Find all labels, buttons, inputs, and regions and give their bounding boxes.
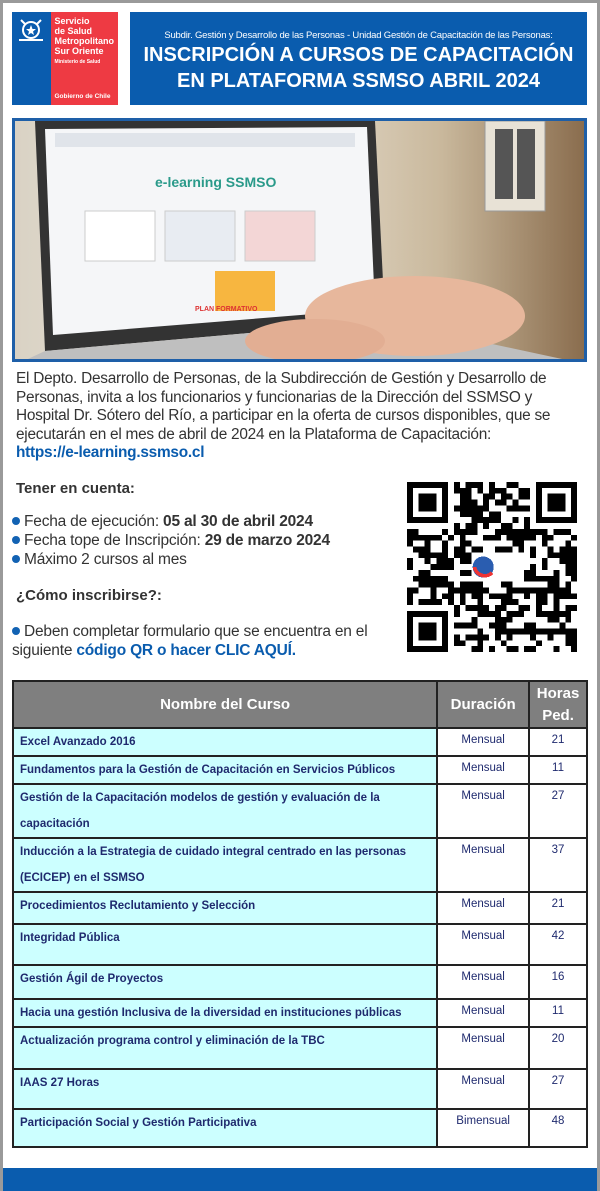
ssmso-logo: [12, 12, 118, 105]
table-row: [13, 838, 587, 892]
screen-banner: PLAN FORMATIVO: [195, 306, 258, 313]
course-name: Fundamentos para la Gestión de Capacitación en Servicios Públicos: [13, 756, 437, 784]
table-row: [13, 892, 587, 924]
bullet-icon: [12, 536, 20, 544]
howto-text: [12, 623, 402, 660]
course-hours: 27: [529, 1069, 587, 1109]
note-label: Fecha tope de Inscripción:: [24, 532, 205, 549]
course-name: Gestión de la Capacitación modelos de gestión y evaluación de la capacitación: [13, 784, 437, 838]
course-name: Participación Social y Gestión Participativa: [13, 1109, 437, 1147]
bullet-icon: [12, 517, 20, 525]
laptop-photo: [12, 118, 587, 362]
course-duration: Mensual: [437, 728, 529, 756]
course-hours: 11: [529, 756, 587, 784]
course-name: Procedimientos Reclutamiento y Selección: [13, 892, 437, 924]
courses-table: [12, 680, 588, 1148]
logo-line: Sur Oriente: [54, 46, 104, 56]
table-row: [13, 784, 587, 838]
header-title-line2: EN PLATAFORMA SSMSO ABRIL 2024: [176, 70, 540, 92]
logo-gov: Gobierno de Chile: [54, 93, 111, 100]
form-link[interactable]: código QR o hacer CLIC AQUÍ.: [76, 641, 296, 659]
bullet-icon: [12, 627, 20, 635]
col-header-name: Nombre del Curso: [13, 681, 437, 728]
course-hours: 16: [529, 965, 587, 999]
intro-text: El Depto. Desarrollo de Personas, de la Subdirección de Gestión y Desarrollo de Personas, invita a los funcionarios y funcionarias de la Dirección del SSMSO y Hospital Dr. Sótero del Río, a participar en la oferta de cursos disponibles, que se ejecutarán en el mes de abril de 2024 en la Plataforma de Capacitación:: [16, 370, 551, 443]
course-duration: Mensual: [437, 1069, 529, 1109]
course-duration: Mensual: [437, 999, 529, 1027]
course-hours: 11: [529, 999, 587, 1027]
notes-item: [12, 551, 187, 570]
header-title-line1: INSCRIPCIÓN A CURSOS DE CAPACITACIÓN: [143, 44, 574, 66]
note-label: Máximo 2 cursos al mes: [24, 551, 187, 568]
course-name: Inducción a la Estrategia de cuidado integral centrado en las personas (ECICEP) en el SSMSO: [13, 838, 437, 892]
course-name: Excel Avanzado 2016: [13, 728, 437, 756]
course-hours: 48: [529, 1109, 587, 1147]
notes-item: [12, 532, 330, 551]
table-row: [13, 756, 587, 784]
notes-heading: Tener en cuenta:: [16, 480, 135, 497]
logo-line: Metropolitano: [54, 36, 114, 46]
header-subtitle: Subdir. Gestión y Desarrollo de las Personas - Unidad Gestión de Capacitación de las Personas:: [164, 30, 553, 41]
qr-code[interactable]: [407, 482, 577, 652]
col-header-hours: Horas Ped.: [529, 681, 587, 728]
table-row: [13, 1027, 587, 1069]
table-row: [13, 1069, 587, 1109]
footer-band: [3, 1168, 597, 1191]
elearning-link[interactable]: https://e-learning.ssmso.cl: [16, 444, 205, 461]
course-name: Hacia una gestión Inclusiva de la diversidad en instituciones públicas: [13, 999, 437, 1027]
howto-heading: ¿Cómo inscribirse?:: [16, 587, 162, 604]
table-row: [13, 1109, 587, 1147]
course-hours: 27: [529, 784, 587, 838]
course-hours: 21: [529, 728, 587, 756]
table-header-row: [13, 681, 587, 728]
note-value: 29 de marzo 2024: [204, 532, 330, 549]
course-name: Integridad Pública: [13, 924, 437, 965]
col-header-duration: Duración: [437, 681, 529, 728]
howto-body: Deben completar formulario que se encuentra en el siguiente: [12, 623, 368, 659]
laptop-illustration: [15, 121, 587, 362]
table-row: [13, 999, 587, 1027]
course-duration: Bimensual: [437, 1109, 529, 1147]
logo-ministry: Ministerio de Salud: [54, 59, 101, 65]
table-row: [13, 728, 587, 756]
course-name: IAAS 27 Horas: [13, 1069, 437, 1109]
course-duration: Mensual: [437, 756, 529, 784]
course-hours: 21: [529, 892, 587, 924]
course-duration: Mensual: [437, 892, 529, 924]
notes-item: [12, 513, 313, 532]
course-hours: 42: [529, 924, 587, 965]
bullet-icon: [12, 555, 20, 563]
note-value: 05 al 30 de abril 2024: [163, 513, 313, 530]
note-label: Fecha de ejecución:: [24, 513, 164, 530]
course-duration: Mensual: [437, 838, 529, 892]
logo-line: de Salud: [54, 26, 93, 36]
table-row: [13, 924, 587, 965]
screen-title: e-learning SSMSO: [155, 174, 277, 190]
course-hours: 20: [529, 1027, 587, 1069]
course-name: Actualización programa control y eliminación de la TBC: [13, 1027, 437, 1069]
course-duration: Mensual: [437, 924, 529, 965]
header-banner: [130, 12, 587, 105]
course-duration: Mensual: [437, 1027, 529, 1069]
course-name: Gestión Ágil de Proyectos: [13, 965, 437, 999]
course-hours: 37: [529, 838, 587, 892]
table-row: [13, 965, 587, 999]
logo-line: Servicio: [54, 16, 90, 26]
chile-coat-of-arms-icon: [15, 18, 47, 46]
intro-paragraph: [16, 370, 588, 463]
course-duration: Mensual: [437, 784, 529, 838]
course-duration: Mensual: [437, 965, 529, 999]
